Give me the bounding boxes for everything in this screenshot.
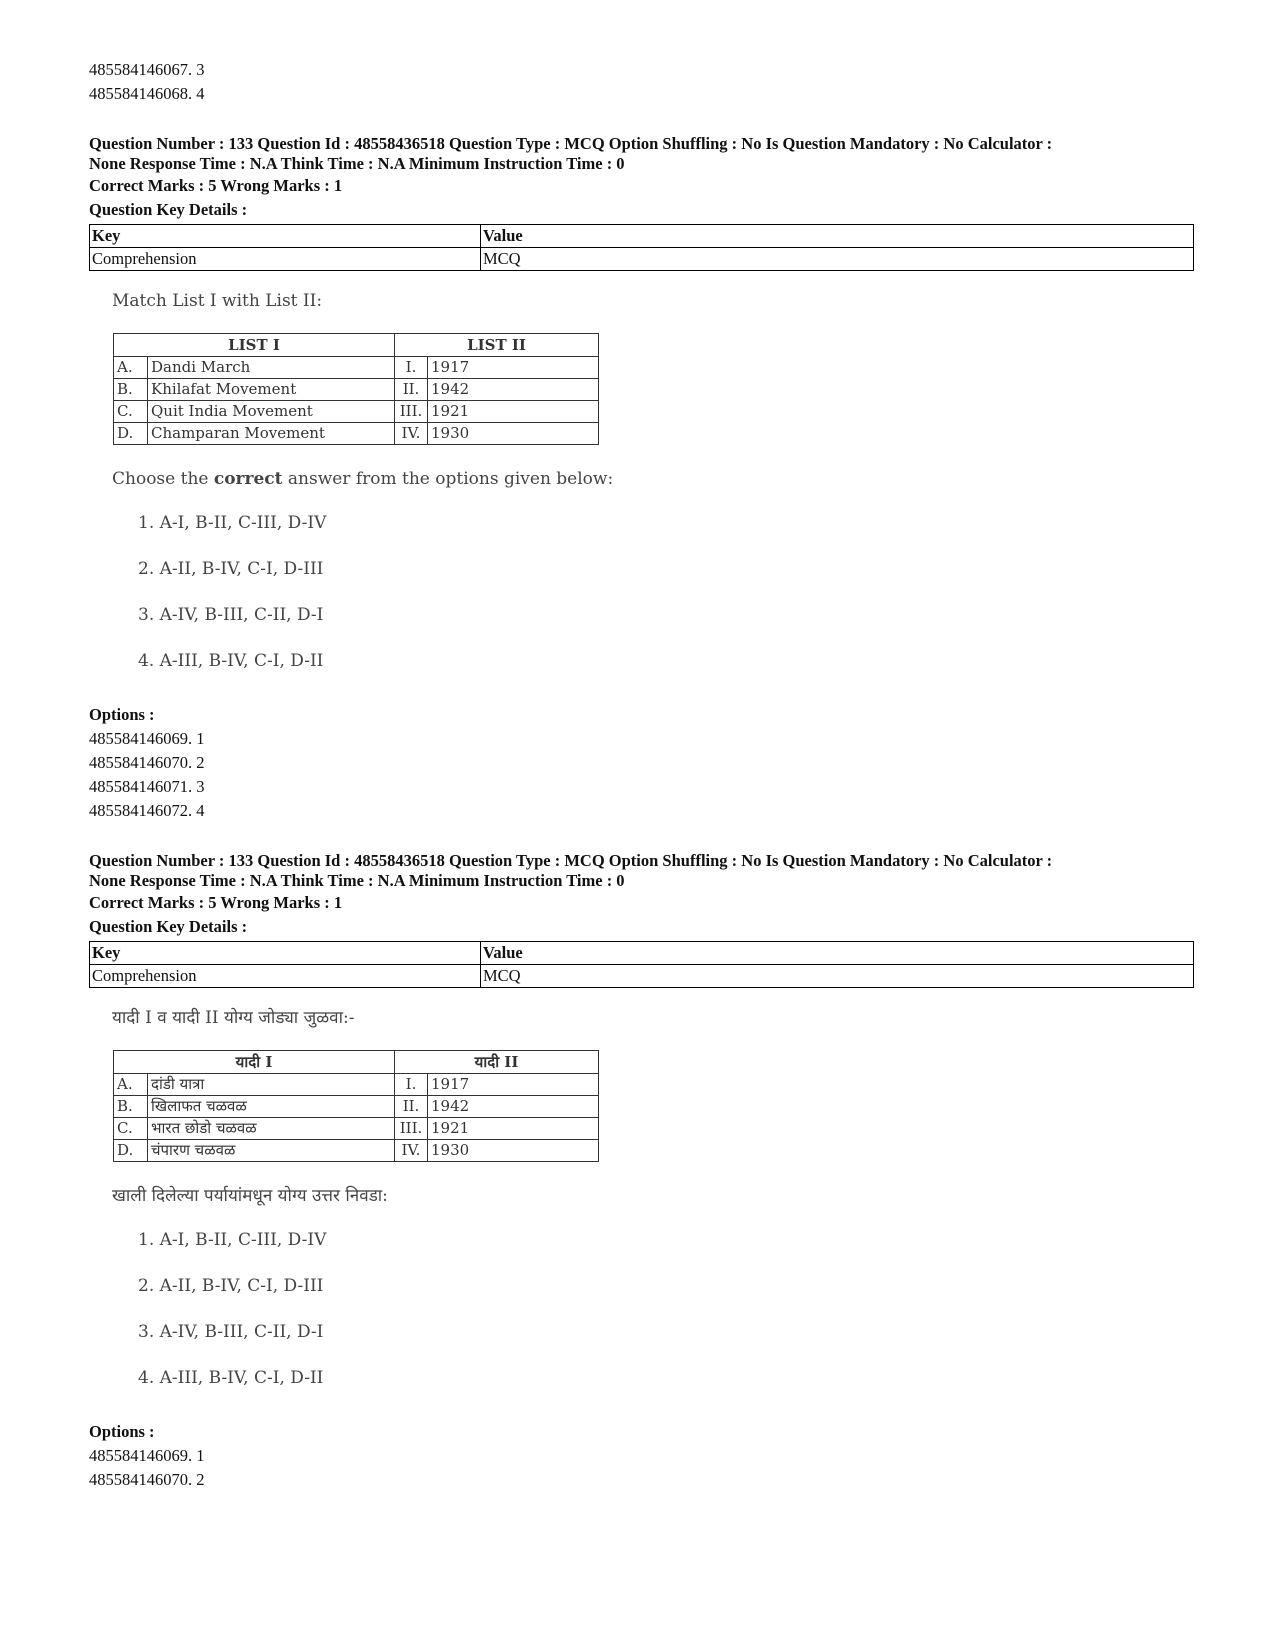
question-block-english bbox=[89, 134, 1194, 823]
table-row: A. दांडी यात्रा I. 1917 bbox=[114, 1074, 599, 1096]
list-ii-header: LIST II bbox=[395, 334, 599, 357]
previous-options bbox=[89, 58, 1194, 106]
options-label: Options : bbox=[89, 1422, 155, 1441]
table-row bbox=[90, 248, 1194, 271]
options-list bbox=[89, 703, 1194, 823]
match-table bbox=[113, 1050, 599, 1162]
table-row bbox=[90, 965, 1194, 988]
key-cell: Comprehension bbox=[90, 965, 481, 988]
option-line: 485584146067. 3 bbox=[89, 60, 205, 79]
table-row: A. Dandi March I. 1917 bbox=[114, 357, 599, 379]
table-row: B. खिलाफत चळवळ II. 1942 bbox=[114, 1096, 599, 1118]
option-line: 485584146069. 1 bbox=[89, 729, 205, 748]
document-page bbox=[89, 58, 1194, 1492]
match-table bbox=[113, 333, 599, 445]
key-cell: Comprehension bbox=[90, 248, 481, 271]
table-row bbox=[90, 942, 1194, 965]
key-details-table bbox=[89, 224, 1194, 271]
answer-choice: 3. A-IV, B-III, C-II, D-I bbox=[138, 605, 324, 625]
marks-line: Correct Marks : 5 Wrong Marks : 1 bbox=[89, 893, 343, 912]
table-row: C. भारत छोडो चळवळ III. 1921 bbox=[114, 1118, 599, 1140]
option-line: 485584146068. 4 bbox=[89, 84, 205, 103]
list-ii-header: यादी II bbox=[395, 1051, 599, 1074]
option-line: 485584146070. 2 bbox=[89, 1470, 205, 1489]
question-prompt: Match List I with List II: bbox=[112, 291, 323, 311]
table-row: B. Khilafat Movement II. 1942 bbox=[114, 379, 599, 401]
choose-instruction: Choose the correct answer from the options given below: bbox=[112, 469, 614, 489]
value-header: Value bbox=[481, 225, 1194, 248]
option-line: 485584146072. 4 bbox=[89, 801, 205, 820]
table-row bbox=[90, 225, 1194, 248]
table-row bbox=[114, 1051, 599, 1074]
answer-choice: 1. A-I, B-II, C-III, D-IV bbox=[138, 1230, 327, 1250]
answer-choice: 2. A-II, B-IV, C-I, D-III bbox=[138, 1276, 324, 1296]
options-list bbox=[89, 1420, 1194, 1492]
value-cell: MCQ bbox=[481, 248, 1194, 271]
value-header: Value bbox=[481, 942, 1194, 965]
list-i-header: LIST I bbox=[114, 334, 395, 357]
choose-instruction: खाली दिलेल्या पर्यायांमधून योग्य उत्तर निवडा: bbox=[112, 1186, 388, 1206]
answer-choice: 4. A-III, B-IV, C-I, D-II bbox=[138, 651, 324, 671]
answer-choice: 4. A-III, B-IV, C-I, D-II bbox=[138, 1368, 324, 1388]
question-image bbox=[112, 289, 1194, 673]
table-row: D. Champaran Movement IV. 1930 bbox=[114, 423, 599, 445]
question-prompt: यादी I व यादी II योग्य जोड्या जुळवा:- bbox=[112, 1008, 355, 1028]
option-line: 485584146069. 1 bbox=[89, 1446, 205, 1465]
options-label: Options : bbox=[89, 705, 155, 724]
marks-line: Correct Marks : 5 Wrong Marks : 1 bbox=[89, 176, 343, 195]
answer-choice: 2. A-II, B-IV, C-I, D-III bbox=[138, 559, 324, 579]
key-details-label: Question Key Details : bbox=[89, 917, 248, 936]
list-i-header: यादी I bbox=[114, 1051, 395, 1074]
question-block-marathi bbox=[89, 851, 1194, 1492]
option-line: 485584146070. 2 bbox=[89, 753, 205, 772]
table-row: D. चंपारण चळवळ IV. 1930 bbox=[114, 1140, 599, 1162]
question-image bbox=[112, 1006, 1194, 1390]
answer-choice: 1. A-I, B-II, C-III, D-IV bbox=[138, 513, 327, 533]
question-header: Question Number : 133 Question Id : 48558436518 Question Type : MCQ Option Shuffling : No Is Question Mandatory : No Calculator : None Response Time : N.A Think Time : N.A Minimum Instruction Time : 0 bbox=[89, 851, 1053, 890]
key-header: Key bbox=[90, 225, 481, 248]
question-header: Question Number : 133 Question Id : 48558436518 Question Type : MCQ Option Shuffling : No Is Question Mandatory : No Calculator : None Response Time : N.A Think Time : N.A Minimum Instruction Time : 0 bbox=[89, 134, 1053, 173]
table-row: C. Quit India Movement III. 1921 bbox=[114, 401, 599, 423]
table-row bbox=[114, 334, 599, 357]
key-details-label: Question Key Details : bbox=[89, 200, 248, 219]
key-details-table bbox=[89, 941, 1194, 988]
value-cell: MCQ bbox=[481, 965, 1194, 988]
option-line: 485584146071. 3 bbox=[89, 777, 205, 796]
answer-choice: 3. A-IV, B-III, C-II, D-I bbox=[138, 1322, 324, 1342]
key-header: Key bbox=[90, 942, 481, 965]
